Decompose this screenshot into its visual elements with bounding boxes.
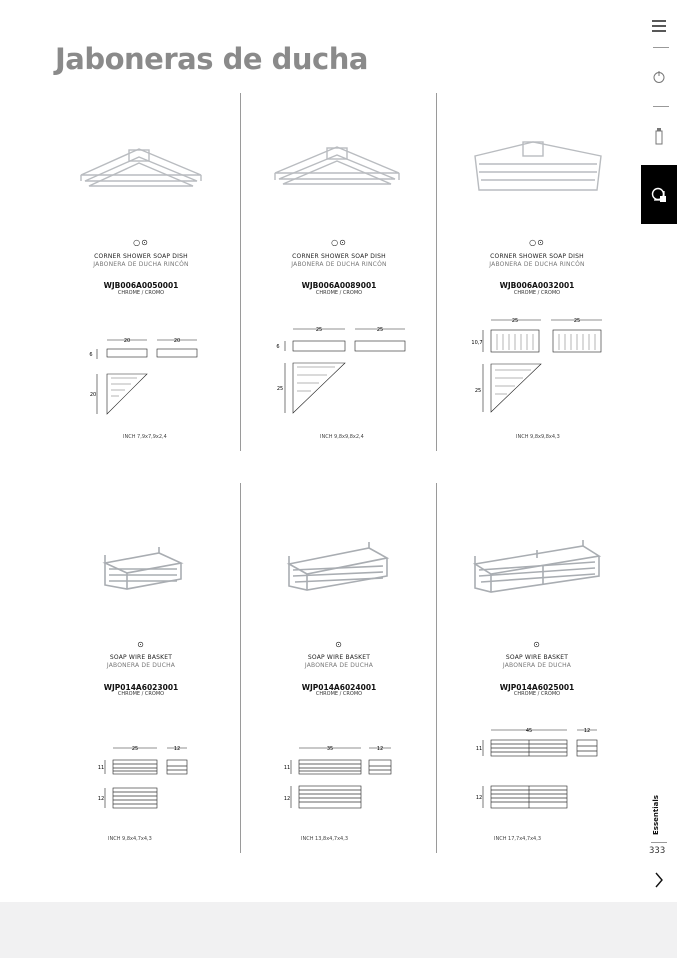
product-finish: CHROME / CROMO (513, 691, 561, 697)
product-name-es: JABONERA DE DUCHA RINCÓN (291, 261, 387, 268)
product-name-en: SOAP WIRE BASKET (109, 654, 173, 661)
footer-band (0, 902, 677, 958)
product-photo (249, 143, 429, 193)
dim-depth: 20 (89, 392, 97, 398)
product-code: WJP014A6024001 (301, 683, 377, 692)
dim-depth: 12 (97, 796, 105, 802)
product-code: WJP014A6023001 (103, 683, 179, 692)
dim-width: 25 (511, 318, 519, 324)
dim-height: 11 (283, 765, 291, 771)
column-divider (436, 93, 437, 451)
page-title: Jaboneras de ducha (55, 42, 368, 76)
product-name-es: JABONERA DE DUCHA (502, 662, 572, 669)
product-code: WJB006A0050001 (103, 281, 179, 290)
tab-active[interactable] (641, 165, 677, 224)
next-page-icon[interactable] (641, 868, 677, 892)
technical-drawing (249, 740, 429, 812)
sidebar (641, 0, 677, 900)
product-finish: CHROME / CROMO (117, 290, 165, 296)
dim-width-2: 20 (173, 338, 181, 344)
dim-width: 35 (326, 746, 334, 752)
dim-depth: 25 (276, 386, 284, 392)
feature-icons: ⊙ (533, 640, 541, 649)
dim-width-2: 25 (573, 318, 581, 324)
technical-drawing (249, 323, 429, 415)
product-inch-dims: INCH 9,8x9,8x4,3 (516, 434, 560, 440)
page-number: 333 (649, 846, 666, 856)
product-name-en: CORNER SHOWER SOAP DISH (490, 253, 584, 260)
product-inch-dims: INCH 13,8x4,7x4,3 (301, 836, 349, 842)
product-photo (249, 540, 429, 596)
product-code: WJB006A0032001 (499, 281, 575, 290)
technical-drawing (51, 330, 231, 415)
section-label (644, 790, 674, 840)
dim-width-2: 12 (583, 728, 591, 734)
bottle-icon[interactable] (641, 124, 677, 148)
product-finish: CHROME / CROMO (513, 290, 561, 296)
product-name-en: CORNER SHOWER SOAP DISH (292, 253, 386, 260)
feature-icons: ⊙ (137, 640, 145, 649)
dim-depth: 12 (283, 796, 291, 802)
technical-drawing (447, 314, 627, 414)
product-name-es: JABONERA DE DUCHA RINCÓN (93, 261, 189, 268)
dim-width: 20 (123, 338, 131, 344)
dim-width: 25 (131, 746, 139, 752)
dim-height: 6 (276, 344, 280, 350)
product-photo (447, 138, 627, 196)
product-inch-dims: INCH 9,8x9,8x2,4 (320, 434, 364, 440)
product-inch-dims: INCH 7,9x7,9x2,4 (123, 434, 167, 440)
sidebar-divider (651, 842, 667, 843)
feature-icons: ⊙ (335, 640, 343, 649)
dim-width: 25 (315, 327, 323, 333)
dim-width-2: 12 (173, 746, 181, 752)
dim-width-2: 12 (376, 746, 384, 752)
dim-depth: 12 (475, 795, 483, 801)
technical-drawing (51, 740, 231, 812)
dim-width: 45 (525, 728, 533, 734)
dim-depth: 25 (474, 388, 482, 394)
product-name-es: JABONERA DE DUCHA (106, 662, 176, 669)
section-label-text: Essentials (652, 795, 660, 835)
product-inch-dims: INCH 9,8x4,7x4,3 (108, 836, 152, 842)
column-divider (436, 483, 437, 853)
menu-icon[interactable] (641, 14, 677, 38)
product-finish: CHROME / CROMO (315, 691, 363, 697)
product-name-es: JABONERA DE DUCHA RINCÓN (489, 261, 585, 268)
feature-icons: ○⊙ (529, 238, 545, 247)
column-divider (240, 483, 241, 853)
product-code: WJB006A0089001 (301, 281, 377, 290)
dim-height: 10,7 (471, 340, 483, 346)
column-divider (240, 93, 241, 451)
feature-icons: ○⊙ (133, 238, 149, 247)
product-name-en: SOAP WIRE BASKET (307, 654, 371, 661)
product-finish: CHROME / CROMO (117, 691, 165, 697)
product-code: WJP014A6025001 (499, 683, 575, 692)
dim-width-2: 25 (376, 327, 384, 333)
product-name-es: JABONERA DE DUCHA (304, 662, 374, 669)
dim-height: 6 (89, 352, 93, 358)
dim-height: 11 (97, 765, 105, 771)
power-icon[interactable] (641, 66, 677, 88)
catalog-icon (641, 183, 677, 207)
product-photo (51, 145, 231, 195)
sidebar-divider (653, 106, 669, 107)
technical-drawing (447, 724, 627, 812)
product-name-en: CORNER SHOWER SOAP DISH (94, 253, 188, 260)
product-photo (447, 538, 627, 598)
product-finish: CHROME / CROMO (315, 290, 363, 296)
product-name-en: SOAP WIRE BASKET (505, 654, 569, 661)
feature-icons: ○⊙ (331, 238, 347, 247)
sidebar-divider (653, 47, 669, 48)
dim-height: 11 (475, 746, 483, 752)
product-inch-dims: INCH 17,7x4,7x4,3 (494, 836, 542, 842)
product-photo (51, 543, 231, 595)
